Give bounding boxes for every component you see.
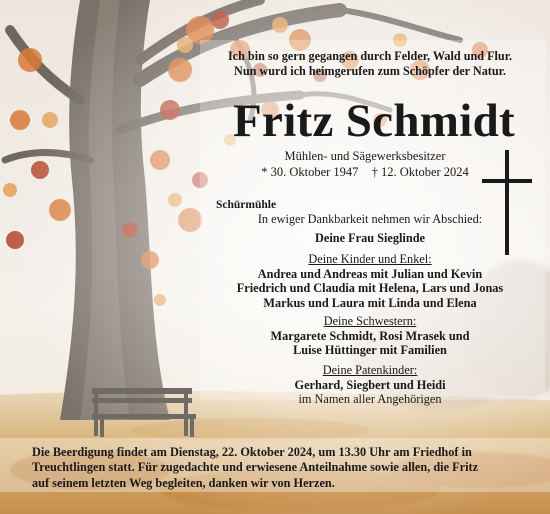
children-line: Markus und Laura mit Linda und Elena xyxy=(263,295,477,310)
children-section xyxy=(200,252,540,310)
footer-line: auf seinem letzten Weg begleiten, danken wir von Herzen. xyxy=(32,475,335,490)
children-line: Andrea und Andreas mit Julian und Kevin xyxy=(257,266,483,281)
wife-name: Deine Frau Sieglinde xyxy=(315,231,425,245)
deceased-occupation: Mühlen- und Sägewerksbesitzer xyxy=(284,149,446,163)
sisters-line: Margarete Schmidt, Rosi Mrasek und xyxy=(270,328,470,343)
relatives-line: im Namen aller Angehörigen xyxy=(298,392,442,406)
children-heading: Deine Kinder und Enkel: xyxy=(308,252,432,266)
life-dates xyxy=(230,165,500,180)
poem-line: Ich bin so gern gegangen durch Felder, Wald und Flur. xyxy=(227,49,513,63)
footer-line: Treuchtlingen statt. Für zugedachte und erwiesene Anteilnahme sowie allen, die Fritz xyxy=(32,460,479,475)
footer-line: Die Beerdigung findet am Dienstag, 22. Oktober 2024, um 13.30 Uhr am Friedhof in xyxy=(32,445,472,459)
deceased-name: Fritz Schmidt xyxy=(233,95,515,147)
death-date: † 12. Oktober 2024 xyxy=(371,165,469,179)
godchildren-section xyxy=(200,363,540,407)
sisters-section xyxy=(200,314,540,358)
sisters-line: Luise Hüttinger mit Familien xyxy=(293,343,447,357)
godchildren-heading: Deine Patenkinder: xyxy=(322,363,418,377)
poem-line: Nun wurd ich heimgerufen zum Schöpfer der Natur. xyxy=(234,63,506,78)
memorial-poem xyxy=(200,49,540,78)
funeral-announcement xyxy=(32,445,532,491)
children-line: Friedrich und Claudia mit Helena, Lars und Jonas xyxy=(236,281,504,295)
residence-place: Schürmühle xyxy=(216,199,277,211)
farewell-intro: In ewiger Dankbarkeit nehmen wir Abschied: xyxy=(257,212,483,226)
cross-icon xyxy=(482,150,532,255)
godchildren-names: Gerhard, Siegbert und Heidi xyxy=(294,377,446,392)
birth-date: * 30. Oktober 1947 xyxy=(261,165,359,179)
sisters-heading: Deine Schwestern: xyxy=(323,314,417,328)
